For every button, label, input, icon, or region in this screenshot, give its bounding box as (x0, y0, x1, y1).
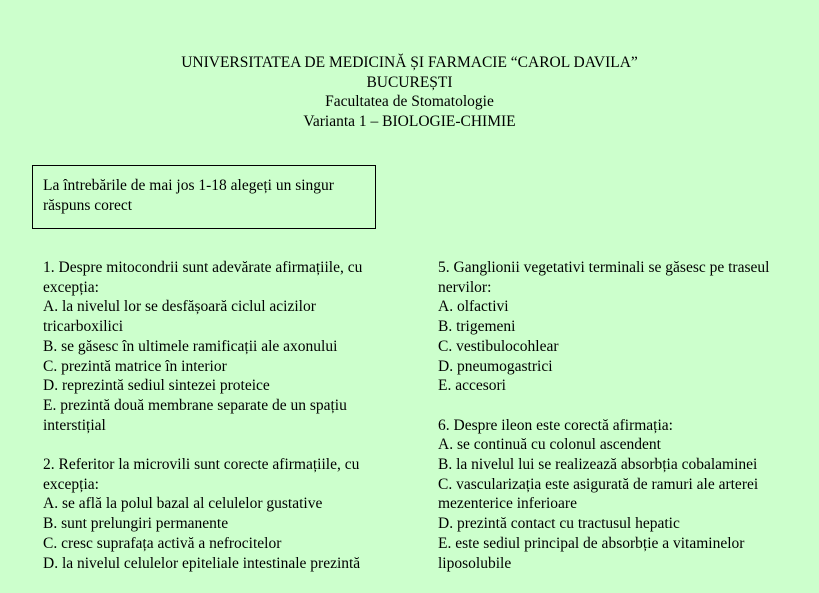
answer-option-b: B. sunt prelungiri permanente (43, 515, 229, 533)
city-name: BUCUREȘTI (366, 73, 453, 91)
answer-option-c: C. cresc suprafața activă a nefrocitelor (43, 534, 282, 552)
answer-option-a: A. olfactivi (438, 298, 509, 316)
answer-option-d: D. la nivelul celulelor epiteliale intestinale prezintă (43, 554, 361, 572)
answer-option-c: C. vestibulocohlear (438, 337, 559, 355)
answer-option-e: E. prezintă două membrane separate de un spațiu interstițial (43, 396, 347, 434)
right-column (438, 258, 783, 593)
exam-variant: Varianta 1 – BIOLOGIE-CHIMIE (303, 112, 516, 130)
answer-option-c: C. vascularizația este asigurată de ramuri ale arterei mezenterice inferioare (438, 475, 759, 513)
answer-option-b: B. se găsesc în ultimele ramificații ale axonului (43, 337, 338, 355)
answer-option-d: D. prezintă contact cu tractusul hepatic (438, 515, 680, 533)
answer-option-e: E. accesori (438, 377, 506, 395)
answer-option-a: A. la nivelul lor se desfășoară ciclul acizilor tricarboxilici (43, 298, 316, 336)
question-2 (43, 455, 393, 573)
answer-option-c: C. prezintă matrice în interior (43, 357, 227, 375)
instructions-text: La întrebările de mai jos 1-18 alegeți un singur răspuns corect (43, 177, 334, 214)
answer-option-a: A. se continuă cu colonul ascendent (438, 436, 661, 454)
university-name: UNIVERSITATEA DE MEDICINĂ ȘI FARMACIE “CAROL DAVILA” (181, 54, 638, 71)
question-text: 5. Ganglionii vegetativi terminali se găsesc pe traseul nervilor: (438, 259, 770, 296)
answer-option-a: A. se află la polul bazal al celulelor gustative (43, 495, 323, 513)
question-text: 2. Referitor la microvili sunt corecte afirmațiile, cu excepția: (43, 456, 360, 493)
faculty-name: Facultatea de Stomatologie (325, 93, 494, 110)
answer-option-d: D. reprezintă sediul sintezei proteice (43, 377, 270, 395)
question-text: 6. Despre ileon este corectă afirmația: (438, 416, 673, 434)
left-column (43, 258, 393, 593)
answer-option-e: E. este sediul principal de absorbție a vitaminelor liposolubile (438, 534, 745, 572)
question-1 (43, 258, 393, 435)
question-6 (438, 416, 783, 574)
question-5 (438, 258, 783, 396)
answer-option-d: D. pneumogastrici (438, 357, 553, 375)
document-header (0, 53, 819, 131)
instructions-box (32, 165, 376, 229)
answer-option-b: B. la nivelul lui se realizează absorbția cobalaminei (438, 456, 758, 474)
question-text: 1. Despre mitocondrii sunt adevărate afirmațiile, cu excepția: (43, 259, 363, 296)
answer-option-b: B. trigemeni (438, 318, 516, 336)
